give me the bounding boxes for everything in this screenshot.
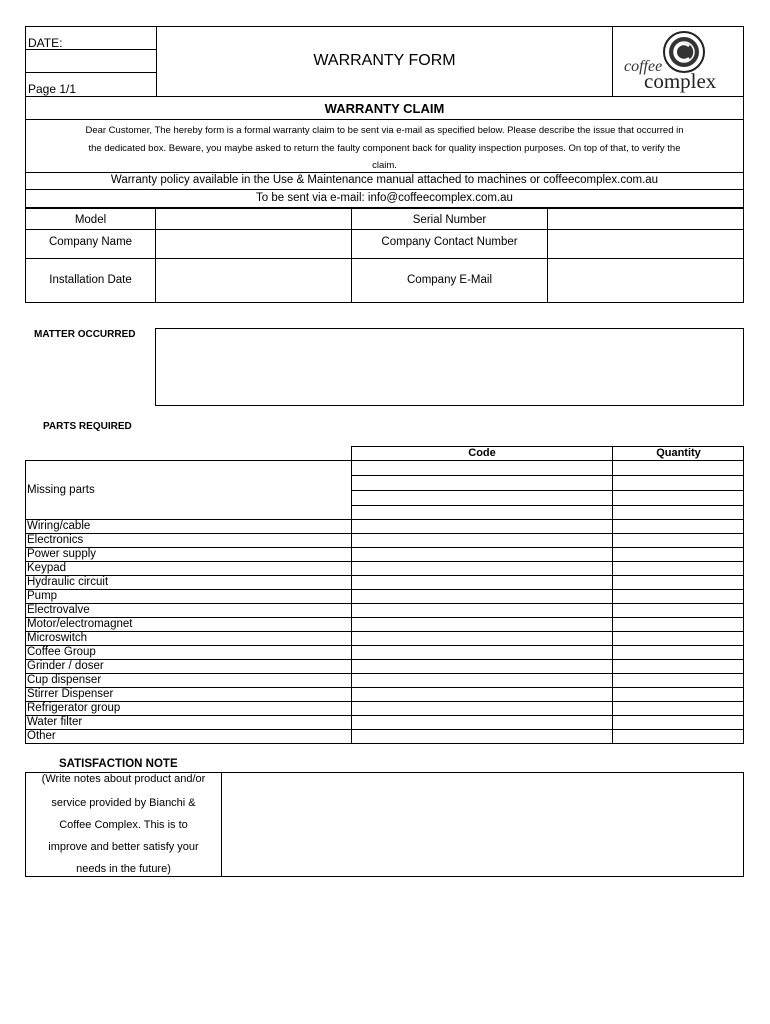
- parts-row: [25, 589, 744, 604]
- part-code-field[interactable]: [353, 716, 612, 729]
- part-quantity-field[interactable]: [614, 688, 742, 701]
- parts-row: [25, 561, 744, 576]
- part-quantity-field[interactable]: [614, 660, 742, 673]
- satisfaction-note-line-5: needs in the future): [76, 863, 171, 875]
- parts-row-label: Wiring/cable: [27, 520, 91, 532]
- model-label: Model: [74, 214, 107, 226]
- part-quantity-field[interactable]: [614, 562, 742, 575]
- parts-row-label: Stirrer Dispenser: [27, 688, 114, 700]
- parts-required-label: PARTS REQUIRED: [43, 421, 132, 432]
- part-code-field[interactable]: [353, 520, 612, 533]
- part-quantity-field[interactable]: [614, 730, 742, 743]
- part-quantity-field[interactable]: [614, 576, 742, 589]
- part-quantity-field[interactable]: [614, 716, 742, 729]
- parts-row-label: Electrovalve: [27, 604, 90, 616]
- part-quantity-field[interactable]: [614, 604, 742, 617]
- parts-row-label: Motor/electromagnet: [27, 618, 133, 630]
- part-code-field[interactable]: [353, 576, 612, 589]
- info-row-line-1: [25, 229, 744, 230]
- missing-parts-label: Missing parts: [27, 484, 95, 496]
- logo-emblem-icon: [662, 30, 706, 74]
- part-quantity-field[interactable]: [614, 548, 742, 561]
- form-title: WARRANTY FORM: [313, 52, 456, 69]
- part-code-field[interactable]: [353, 590, 612, 603]
- date-field[interactable]: [62, 28, 155, 48]
- parts-row: [25, 617, 744, 632]
- part-code-field[interactable]: [353, 632, 612, 645]
- parts-row: [25, 519, 744, 534]
- part-code-field[interactable]: [353, 534, 612, 547]
- model-field[interactable]: [157, 210, 350, 228]
- info-col-line-1: [155, 208, 156, 303]
- policy-text: Warranty policy available in the Use & Maintenance manual attached to machines or coffeecomplex.com.au: [110, 174, 659, 186]
- parts-row: [25, 533, 744, 548]
- parts-row: [25, 603, 744, 618]
- part-code-field[interactable]: [353, 674, 612, 687]
- parts-row: [25, 701, 744, 716]
- company-name-field[interactable]: [157, 231, 350, 257]
- company-name-label: Company Name: [48, 236, 133, 248]
- part-code-field[interactable]: [353, 562, 612, 575]
- parts-row: [25, 547, 744, 562]
- company-contact-number-label: Company Contact Number: [381, 236, 518, 248]
- part-quantity-field[interactable]: [614, 590, 742, 603]
- part-code-field[interactable]: [353, 688, 612, 701]
- code-column-header: Code: [468, 447, 496, 459]
- parts-row: [25, 687, 744, 702]
- parts-row-label: Keypad: [27, 562, 67, 574]
- installation-date-field[interactable]: [157, 260, 350, 302]
- matter-occurred-label: MATTER OCCURRED: [34, 329, 136, 340]
- satisfaction-note-divider: [221, 772, 222, 877]
- parts-row-label: Electronics: [27, 534, 84, 546]
- part-quantity-field[interactable]: [614, 702, 742, 715]
- satisfaction-note-line-2: service provided by Bianchi &: [51, 797, 196, 809]
- satisfaction-note-line-3: Coffee Complex. This is to: [59, 819, 188, 831]
- info-col-line-3: [547, 208, 548, 303]
- parts-row: [25, 631, 744, 646]
- info-row-line-2: [25, 258, 744, 259]
- part-quantity-field[interactable]: [614, 674, 742, 687]
- company-email-field[interactable]: [549, 260, 743, 302]
- serial-number-label: Serial Number: [412, 214, 487, 226]
- part-code-field[interactable]: [353, 646, 612, 659]
- parts-row-label: Grinder / doser: [27, 660, 104, 672]
- part-code-field[interactable]: [353, 730, 612, 743]
- part-code-field[interactable]: [353, 660, 612, 673]
- part-code-field[interactable]: [353, 702, 612, 715]
- parts-row-label: Microswitch: [27, 632, 88, 644]
- part-code-field[interactable]: [353, 618, 612, 631]
- satisfaction-note-label: SATISFACTION NOTE: [59, 758, 178, 770]
- satisfaction-note-field[interactable]: [223, 774, 743, 876]
- parts-row: [25, 575, 744, 590]
- part-quantity-field[interactable]: [614, 632, 742, 645]
- parts-row: [25, 715, 744, 730]
- part-code-field[interactable]: [353, 604, 612, 617]
- quantity-column-header: Quantity: [656, 447, 701, 459]
- claim-intro-line-3: claim.: [372, 160, 397, 171]
- parts-row-label: Water filter: [27, 716, 83, 728]
- serial-number-field[interactable]: [549, 210, 743, 228]
- company-contact-number-field[interactable]: [549, 231, 743, 257]
- parts-row-label: Coffee Group: [27, 646, 96, 658]
- header-line-2: [25, 72, 156, 73]
- page-label: Page 1/1: [28, 82, 77, 96]
- parts-row-label: Hydraulic circuit: [27, 576, 109, 588]
- company-email-label: Company E-Mail: [407, 274, 492, 286]
- send-to-text: To be sent via e-mail: info@coffeecomplex.com.au: [256, 192, 513, 204]
- installation-date-label: Installation Date: [49, 274, 132, 286]
- part-quantity-field[interactable]: [614, 534, 742, 547]
- satisfaction-note-line-4: improve and better satisfy your: [48, 841, 199, 853]
- parts-row: [25, 645, 744, 660]
- date-label: DATE:: [28, 36, 63, 50]
- missing-parts-grid: [351, 460, 744, 520]
- claim-intro-line-2: the dedicated box. Beware, you maybe asked to return the faulty component back for quality inspection purposes. On top of that, to verify the: [88, 143, 681, 154]
- matter-occurred-field[interactable]: [155, 328, 744, 406]
- parts-row-label: Refrigerator group: [27, 702, 121, 714]
- logo-word-complex: complex: [644, 69, 717, 93]
- parts-row-label: Pump: [27, 590, 58, 602]
- parts-row: [25, 673, 744, 688]
- parts-row: [25, 659, 744, 674]
- part-quantity-field[interactable]: [614, 618, 742, 631]
- parts-row: [25, 729, 744, 744]
- satisfaction-note-line-1: (Write notes about product and/or: [41, 773, 206, 785]
- parts-row-label: Other: [27, 730, 56, 742]
- claim-title: WARRANTY CLAIM: [324, 101, 445, 116]
- logo-word-coffee: coffee: [624, 58, 663, 75]
- coffee-complex-logo: [614, 28, 742, 94]
- parts-row-label: Cup dispenser: [27, 674, 102, 686]
- parts-row-label: Power supply: [27, 548, 97, 560]
- part-code-field[interactable]: [353, 548, 612, 561]
- part-quantity-field[interactable]: [614, 646, 742, 659]
- claim-intro-line-1: Dear Customer, The hereby form is a formal warranty claim to be sent via e-mail as specified below. Please describe the issue that occurred in: [85, 125, 684, 136]
- header-divider-right: [612, 26, 613, 97]
- part-quantity-field[interactable]: [614, 520, 742, 533]
